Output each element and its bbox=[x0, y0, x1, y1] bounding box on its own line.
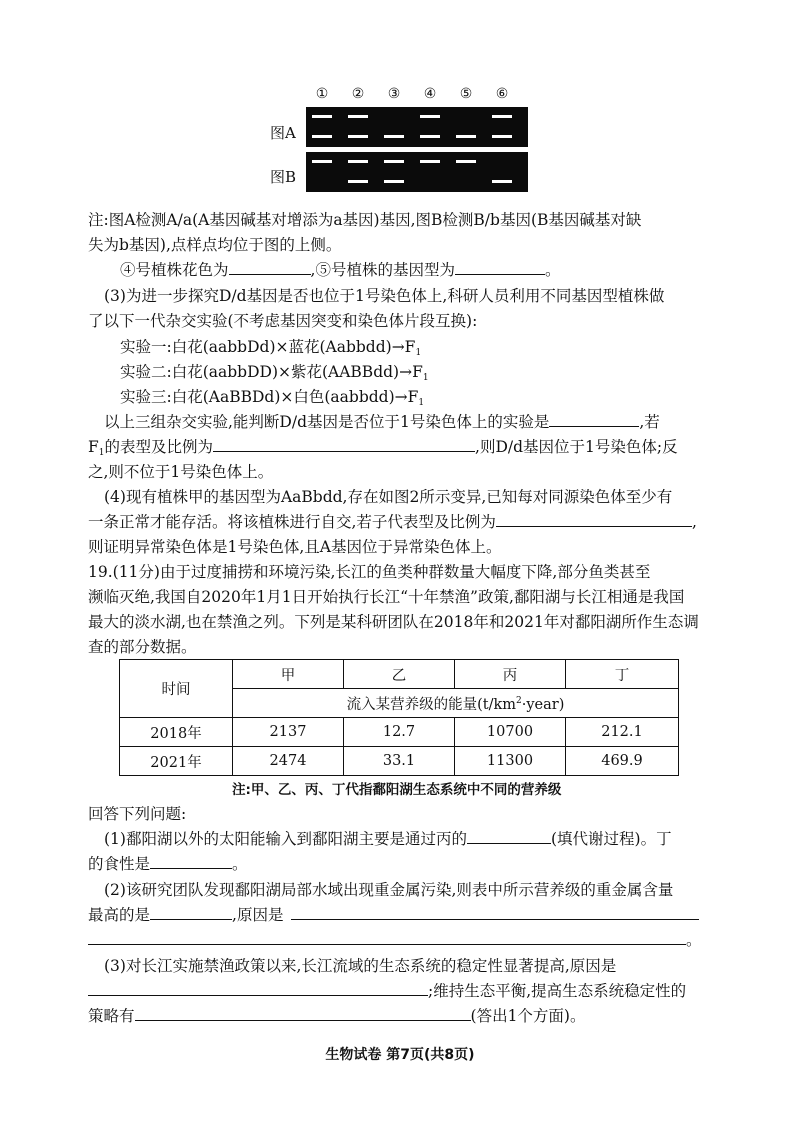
level-header: 乙 bbox=[344, 660, 455, 689]
year-cell: 2021年 bbox=[120, 747, 233, 776]
value-cell: 212.1 bbox=[566, 718, 679, 747]
gel-band bbox=[492, 115, 512, 118]
answer-blank[interactable] bbox=[496, 511, 692, 527]
answer-blank[interactable] bbox=[88, 980, 428, 996]
q18-conclusion-line-3: 之,则不位于1号染色体上。 bbox=[88, 463, 274, 481]
answer-blank[interactable] bbox=[150, 904, 232, 920]
lane-label: ② bbox=[351, 86, 365, 102]
q18-part4-line-1: (4)现有植株甲的基因型为AaBbdd,存在如图2所示变异,已知每对同源染色体至少有 bbox=[104, 488, 673, 506]
gel-band bbox=[492, 180, 512, 183]
gel-panel-a bbox=[306, 107, 528, 147]
gel-band bbox=[420, 135, 440, 138]
answer-prompt: 回答下列问题: bbox=[88, 805, 187, 823]
q19-part2-line-1: (2)该研究团队发现鄱阳湖局部水域出现重金属污染,则表中所示营养级的重金属含量 bbox=[104, 881, 674, 899]
panel-a-label: 图A bbox=[270, 124, 296, 142]
lane-label: ③ bbox=[387, 86, 401, 102]
table-row bbox=[120, 747, 679, 776]
experiment-3: 实验三:白花(AaBBDd)×白色$(aabbdd)\to F_1$ bbox=[120, 388, 425, 408]
q18-part4-line-2: 一条正常才能存活。将该植株进行自交,若子代表型及比例为 , bbox=[88, 513, 697, 531]
energy-data-table bbox=[119, 659, 679, 776]
q19-intro-line-4: 查的部分数据。 bbox=[88, 638, 197, 656]
level-header: 丙 bbox=[455, 660, 566, 689]
q18-part3-line-2: 了以下一代杂交实验(不考虑基因突变和染色体片段互换): bbox=[88, 312, 478, 330]
figure-note-line-2: 失为b基因),点样点均位于图的上侧。 bbox=[88, 236, 342, 254]
q19-part2-line-3: 。 bbox=[88, 929, 702, 951]
panel-b-label: 图B bbox=[270, 168, 297, 186]
q19-intro-line-3: 最大的淡水湖,也在禁渔之列。下列是某科研团队在2018年和2021年对鄱阳湖所作生态调 bbox=[88, 613, 699, 631]
value-cell: 12.7 bbox=[344, 718, 455, 747]
gel-band bbox=[348, 180, 368, 183]
level-header: 甲 bbox=[233, 660, 344, 689]
gel-band bbox=[420, 115, 440, 118]
gel-band bbox=[312, 115, 332, 118]
answer-blank[interactable] bbox=[229, 259, 311, 275]
q18-flower-color-line: ④号植株花色为 ,⑤号植株的基因型为 。 bbox=[120, 261, 561, 279]
figure-note-line-1: 注:图A检测A/a(A基因碱基对增添为a基因)基因,图B检测B/b基因(B基因碱基对缺 bbox=[88, 211, 642, 229]
gel-band bbox=[456, 160, 476, 163]
value-cell: 10700 bbox=[455, 718, 566, 747]
answer-blank[interactable] bbox=[213, 436, 475, 452]
level-header: 丁 bbox=[566, 660, 679, 689]
lane-label: ① bbox=[315, 86, 329, 102]
lane-label: ⑤ bbox=[459, 86, 473, 102]
gel-band bbox=[492, 135, 512, 138]
q19-part3-line-1: (3)对长江实施禁渔政策以来,长江流域的生态系统的稳定性显著提高,原因是 bbox=[104, 957, 617, 975]
table-row bbox=[120, 718, 679, 747]
gel-band bbox=[312, 160, 332, 163]
answer-blank[interactable] bbox=[135, 1005, 471, 1021]
q18-conclusion-line-1: 以上三组杂交实验,能判断D/d基因是否位于1号染色体上的实验是 ,若 bbox=[104, 413, 660, 431]
gel-panel-b bbox=[306, 152, 528, 192]
gel-band bbox=[384, 180, 404, 183]
gel-band bbox=[420, 160, 440, 163]
gel-band bbox=[384, 160, 404, 163]
q19-part3-line-3: 策略有 (答出1个方面)。 bbox=[88, 1007, 586, 1025]
value-cell: 2137 bbox=[233, 718, 344, 747]
answer-blank[interactable] bbox=[455, 259, 545, 275]
page-footer: 生物试卷 第7页(共8页) bbox=[325, 1047, 475, 1063]
year-cell: 2018年 bbox=[120, 718, 233, 747]
gel-band bbox=[348, 160, 368, 163]
value-cell: 469.9 bbox=[566, 747, 679, 776]
q19-intro-line-2: 濒临灭绝,我国自2020年1月1日开始执行长江“十年禁渔”政策,鄱阳湖与长江相通是我国 bbox=[88, 588, 685, 606]
answer-blank[interactable] bbox=[88, 929, 686, 945]
lane-label: ④ bbox=[423, 86, 437, 102]
gel-band bbox=[348, 135, 368, 138]
table-note: 注:甲、乙、丙、丁代指鄱阳湖生态系统中不同的营养级 bbox=[232, 782, 562, 798]
gel-band bbox=[312, 135, 332, 138]
q18-conclusion-line-2: $F_1$的表型及比例为 ,则D/d基因位于1号染色体;反 bbox=[88, 438, 678, 458]
time-header: 时间 bbox=[120, 660, 233, 718]
answer-blank[interactable] bbox=[549, 411, 639, 427]
lane-label: ⑥ bbox=[495, 86, 509, 102]
gel-electrophoresis-figure bbox=[270, 86, 530, 196]
q18-part4-line-3: 则证明异常染色体是1号染色体,且A基因位于异常染色体上。 bbox=[88, 538, 502, 556]
q19-part1-line-1: (1)鄱阳湖以外的太阳能输入到鄱阳湖主要是通过丙的 (填代谢过程)。丁 bbox=[104, 830, 672, 848]
q19-part3-line-2: ;维持生态平衡,提高生态系统稳定性的 bbox=[88, 980, 686, 1002]
value-cell: 11300 bbox=[455, 747, 566, 776]
answer-blank[interactable] bbox=[150, 853, 232, 869]
answer-blank[interactable] bbox=[291, 904, 699, 920]
q19-intro-line-1: 19.(11分)由于过度捕捞和环境污染,长江的鱼类种群数量大幅度下降,部分鱼类甚至 bbox=[88, 563, 651, 581]
value-cell: 33.1 bbox=[344, 747, 455, 776]
gel-band bbox=[384, 135, 404, 138]
experiment-1: 实验一:白花(aabbDd)×蓝花$(Aabbdd)\to F_1$ bbox=[120, 338, 422, 358]
experiment-2: 实验二:白花(aabbDD)×紫花$(AABBdd)\to F_1$ bbox=[120, 363, 429, 383]
unit-header: 流入某营养级的能量$(t/km^2\cdot year)$ bbox=[233, 689, 679, 718]
gel-band bbox=[456, 135, 476, 138]
answer-blank[interactable] bbox=[467, 828, 551, 844]
q19-part2-line-2: 最高的是 ,原因是 bbox=[88, 904, 699, 926]
q18-part3-line-1: (3)为进一步探究D/d基因是否也位于1号染色体上,科研人员利用不同基因型植株做 bbox=[104, 287, 665, 305]
gel-band bbox=[348, 115, 368, 118]
q19-part1-line-2: 的食性是 。 bbox=[88, 855, 248, 873]
value-cell: 2474 bbox=[233, 747, 344, 776]
